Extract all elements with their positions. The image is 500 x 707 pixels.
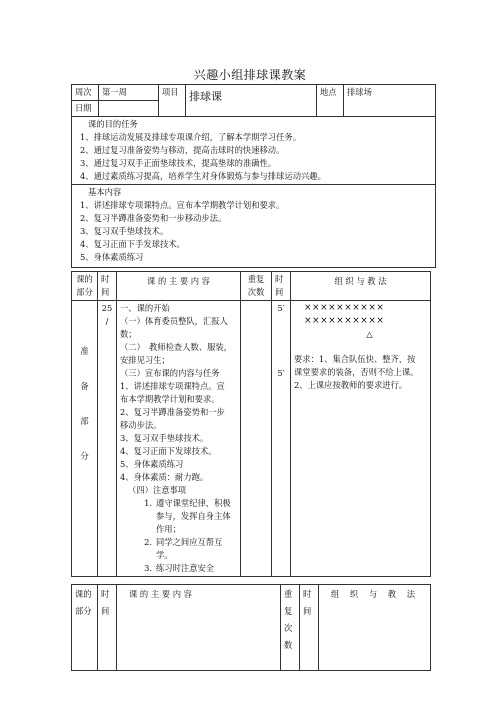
info-table [71, 84, 436, 268]
lesson-table-preparation [71, 271, 431, 577]
col-header-content: 课 的 主 要 内 容 [117, 272, 241, 301]
lesson-table-next [71, 584, 431, 671]
basic-heading: 基本内容 [88, 187, 122, 197]
repeat-cell [241, 301, 272, 577]
content-line: 4、复习正面下发球技术。 [120, 446, 217, 456]
time2-cell [272, 301, 291, 577]
basic-item: 4、复习正面下手发球技术。 [80, 239, 185, 249]
content-line: （二） 教师检查人数、服装， [120, 342, 233, 352]
requirement-line: 2、上课应按教师的要求进行。 [294, 380, 408, 390]
basic-item: 5、身体素质练习 [80, 252, 144, 262]
part-char: 部 [80, 416, 89, 426]
content-line: 4、身体素质：耐力跑。 [120, 472, 209, 482]
objectives-section [72, 117, 436, 185]
project-label: 项目 [159, 85, 186, 117]
col-header-time2: 时间 [272, 272, 291, 301]
objective-item: 4、通过素质练习提高，培养学生对身体锻炼与参与排球运动兴趣。 [80, 171, 326, 181]
location-label: 地点 [317, 85, 344, 117]
col-header-content: 课 的 主 要 内 容 [117, 585, 281, 671]
content-line: 布本学期教学计划和要求。 [120, 394, 220, 404]
part-char: 备 [80, 381, 89, 391]
time-unit: / [105, 316, 109, 326]
col-header-part: 课的部分 [72, 272, 98, 301]
time2-value-a: 5′ [277, 303, 285, 313]
objectives-heading: 课的目的任务 [88, 119, 138, 129]
note-item: 2. 同学之间应互帮互学。 [144, 537, 223, 560]
formation-row: ×××××××××× [304, 303, 385, 313]
content-cell [117, 301, 241, 577]
content-line: 一、课的开始 [120, 303, 170, 313]
part-cell [72, 301, 98, 577]
time2-value-b: 5′ [277, 368, 285, 378]
basic-item: 3、复习双手垫球技术。 [80, 226, 169, 236]
date-value [99, 101, 159, 117]
col-header-org: 组 织 与 教 法 [319, 585, 431, 671]
col-header-time2: 时间 [300, 585, 319, 671]
part-char: 准 [80, 346, 89, 356]
basic-content-section [72, 185, 436, 268]
objective-item: 2、通过复习准备姿势与移动，提高击球时的快速移动。 [80, 145, 285, 155]
objective-item: 3、通过复习双手正面垫球技术，提高垫球的准确性。 [80, 158, 277, 168]
requirement-line: 要求：1、集合队伍快、整齐，按 [294, 354, 416, 364]
week-label: 周次 [72, 85, 99, 101]
note-item: 3. 练习时注意安全 [144, 563, 215, 573]
content-line: 3、复习双手垫球技术。 [120, 433, 209, 443]
project-value: 排球课 [186, 85, 317, 117]
content-line: 数； [120, 329, 137, 339]
content-line: （一）体育委员整队，汇报人 [120, 316, 228, 326]
col-header-part: 课的部分 [72, 585, 98, 671]
content-line: 2、复习半蹲准备姿势和一步 [120, 407, 225, 417]
requirement-line: 课堂要求的装备，否则不给上课。 [294, 367, 419, 377]
page-title: 兴趣小组排球课教案 [193, 68, 307, 82]
formation-row: ×××××××××× [304, 316, 385, 326]
date-label: 日期 [72, 101, 99, 117]
col-header-repeat: 重复次数 [281, 585, 300, 671]
basic-item: 1、讲述排球专项课特点。宣布本学期教学计划和要求。 [80, 200, 285, 210]
teacher-mark: △ [366, 329, 373, 339]
content-line: （四）注意事项 [128, 485, 187, 495]
content-line: 1、讲述排球专项课特点。宣 [120, 381, 225, 391]
objective-item: 1、排球运动发展及排球专项课介绍，了解本学期学习任务。 [80, 132, 301, 142]
basic-item: 2、复习半蹲准备姿势和一步移动步法。 [80, 213, 227, 223]
org-cell [291, 301, 431, 577]
week-value: 第一周 [99, 85, 159, 101]
notes-list [120, 497, 237, 575]
content-line: 5、身体素质练习 [120, 459, 184, 469]
location-value: 排球场 [344, 85, 436, 117]
col-header-time: 时间 [98, 585, 117, 671]
content-line: 移动步法。 [120, 420, 162, 430]
part-char: 分 [80, 451, 89, 461]
note-item: 1. 遵守课堂纪律，积极参与，发挥自身主体作用； [144, 498, 231, 534]
col-header-time: 时间 [98, 272, 117, 301]
time-value: 25 [101, 303, 113, 313]
content-line: 安排见习生； [120, 355, 170, 365]
content-line: （三）宣布课的内容与任务 [120, 368, 220, 378]
time-cell [98, 301, 117, 577]
col-header-org: 组 织 与 教 法 [291, 272, 431, 301]
col-header-repeat: 重复次数 [241, 272, 272, 301]
